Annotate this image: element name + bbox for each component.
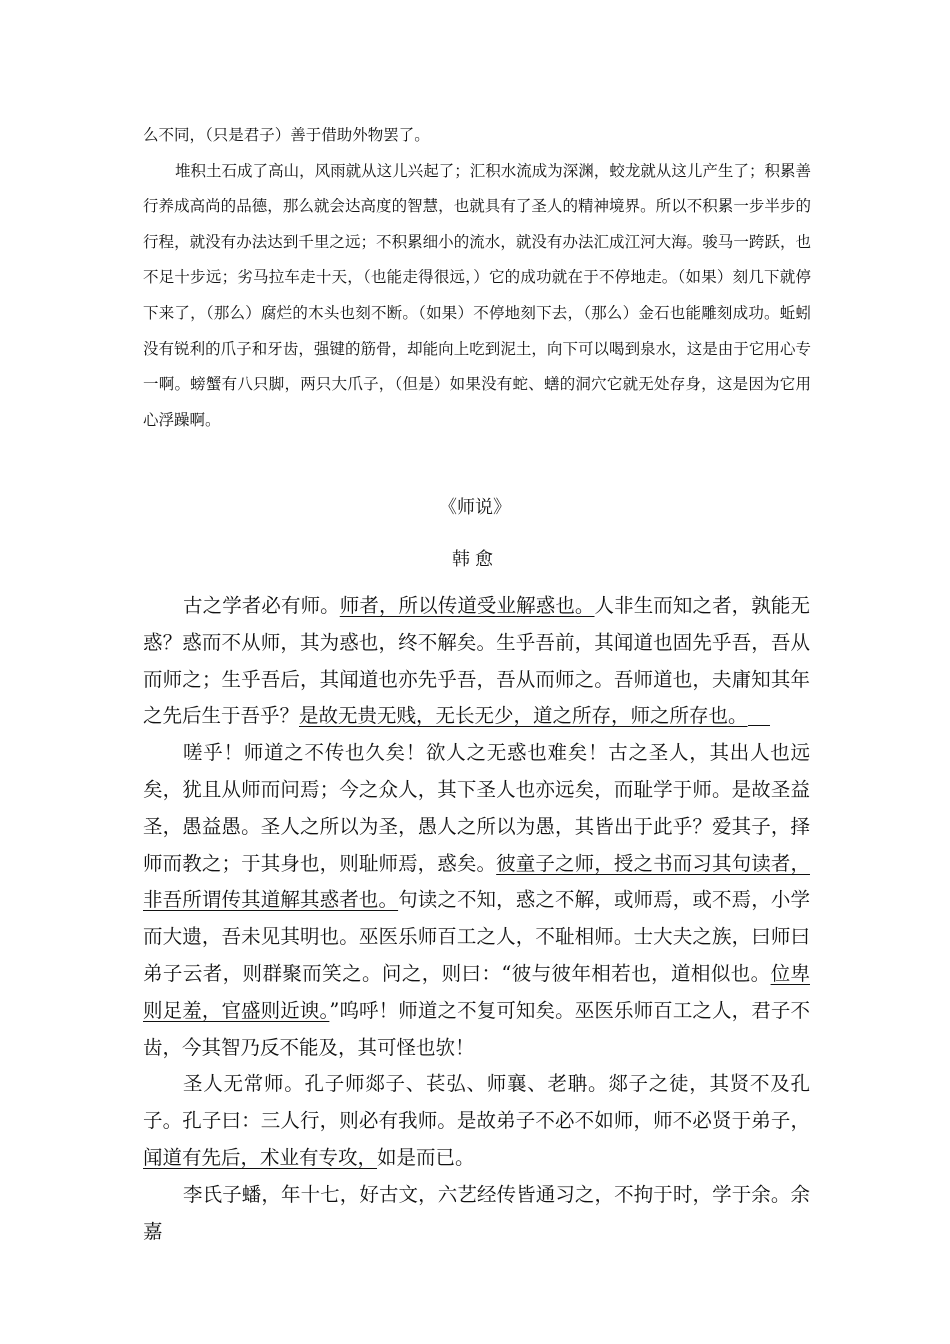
- essay-paragraph-3: [143, 1066, 810, 1176]
- text-run: 如是而已。: [377, 1145, 475, 1169]
- text-run: 古之学者必有师。: [183, 594, 340, 617]
- essay-paragraph-2: [143, 735, 810, 1066]
- essay-body: [143, 588, 810, 1250]
- text-run: 句读之不知，惑之不解，或师焉，或不焉，小学而大遗，吾未见其明也。巫医乐师百工之人，不耻相师。士大夫之族，曰师曰弟子云者，则群聚而笑之。问之，则曰：“彼与彼年相若也，道相似也。: [143, 888, 810, 985]
- underlined-phrase: 位卑则足羞，官盛则近谀。: [143, 961, 810, 1022]
- essay-author: 韩愈: [452, 549, 498, 570]
- underlined-phrase: 彼童子之师，授之书而习其句读者，非吾所谓传其道解其惑者也。: [143, 851, 810, 912]
- text-run: ”呜呼！师道之不复可知矣。巫医乐师百工之人，君子不齿，今其智乃反不能及，其可怪也欤！: [143, 998, 810, 1059]
- translation-paragraph-2: 堆积土石成了高山，风雨就从这儿兴起了；汇积水流成为深渊，蛟龙就从这儿产生了；积累善行养成高尚的品德，那么就会达高度的智慧，也就具有了圣人的精神境界。所以不积累一步半步的行程，就没有办法达到千里之远；不积累细小的流水，就没有办法汇成江河大海。骏马一跨跃，也不足十步远；劣马拉车走十天，（也能走得很远，）它的成功就在于不停地走。（如果）刻几下就停下来了，（那么）腐烂的木头也刻不断。（如果）不停地刻下去，（那么）金石也能雕刻成功。蚯蚓没有锐利的爪子和牙齿，强键的筋骨，却能向上吃到泥土，向下可以喝到泉水，这是由于它用心专一啊。螃蟹有八只脚，两只大爪子，（但是）如果没有蛇、蟮的洞穴它就无处存身，这是因为它用心浮躁啊。: [143, 161, 811, 429]
- essay-paragraph-1: [143, 588, 810, 735]
- text-run: 圣人无常师。孔子师郯子、苌弘、师襄、老聃。郯子之徒，其贤不及孔子。孔子曰：三人行，则必有我师。是故弟子不必不如师，师不必贤于弟子，: [143, 1072, 810, 1133]
- text-run: 人非生而知之者，孰能无惑？惑而不从师，其为惑也，终不解矣。生乎吾前，其闻道也固先乎吾，吾从而师之；生乎吾后，其闻道也亦先乎吾，吾从而师之。吾师道也，夫庸知其年之先后生于吾乎？: [143, 594, 810, 728]
- translation-section: [143, 118, 811, 438]
- underlined-phrase: 闻道有先后，术业有专攻，: [143, 1145, 378, 1169]
- essay-title: 《师说》: [439, 497, 511, 518]
- underline-tail: [748, 724, 770, 726]
- underlined-phrase: 是故无贵无贱，无长无少，道之所存，师之所存也。: [299, 704, 748, 728]
- essay-paragraph-4: 李氏子蟠，年十七，好古文，六艺经传皆通习之，不拘于时，学于余。余嘉: [143, 1182, 810, 1243]
- underlined-phrase: 师者，所以传道受业解惑也。: [339, 594, 595, 617]
- text-run: 嗟乎！师道之不传也久矣！欲人之无惑也难矣！古之圣人，其出人也远矣，犹且从师而问焉；今之众人，其下圣人也亦远矣，而耻学于师。是故圣益圣，愚益愚。圣人之所以为圣，愚人之所以为愚，其皆出于此乎？爱其子，择师而教之；于其身也，则耻师焉，惑矣。: [143, 741, 810, 875]
- translation-paragraph-1: 么不同，（只是君子）善于借助外物罢了。: [143, 126, 430, 144]
